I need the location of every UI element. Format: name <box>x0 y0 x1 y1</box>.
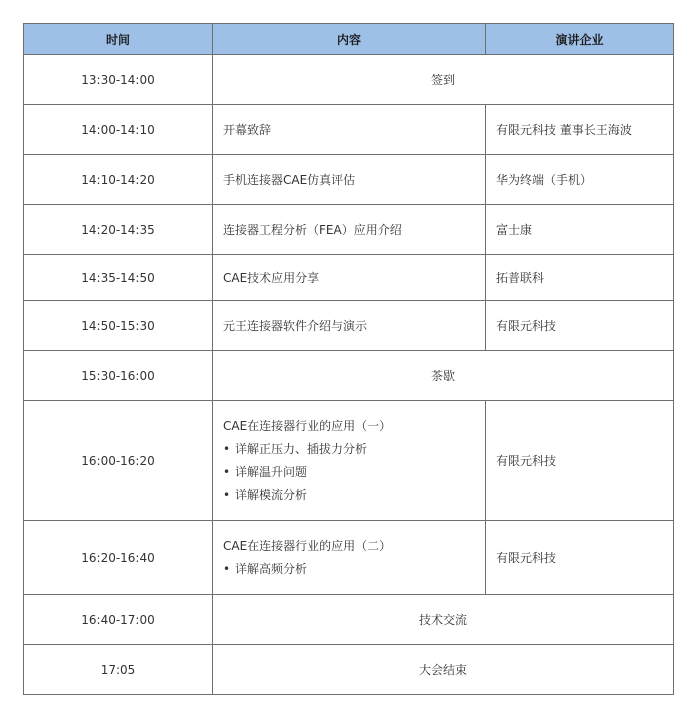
time-cell: 14:20-14:35 <box>24 205 213 255</box>
company-cell: 富士康 <box>486 205 674 255</box>
header-row <box>24 24 674 55</box>
table-row <box>24 521 674 595</box>
table-row <box>24 255 674 301</box>
list-item: • 详解高频分析 <box>223 560 475 578</box>
time-cell: 16:40-17:00 <box>24 595 213 645</box>
time-cell: 14:50-15:30 <box>24 301 213 351</box>
time-cell: 14:35-14:50 <box>24 255 213 301</box>
content-cell: CAE技术应用分享 <box>213 255 486 301</box>
time-cell: 16:00-16:20 <box>24 401 213 521</box>
table-row <box>24 155 674 205</box>
bullet-list <box>223 440 475 504</box>
company-cell: 有限元科技 <box>486 301 674 351</box>
list-item: • 详解正压力、插拔力分析 <box>223 440 475 458</box>
time-cell: 14:10-14:20 <box>24 155 213 205</box>
time-cell: 15:30-16:00 <box>24 351 213 401</box>
time-cell: 16:20-16:40 <box>24 521 213 595</box>
content-cell <box>213 401 486 521</box>
content-cell: 开幕致辞 <box>213 105 486 155</box>
content-cell: 连接器工程分析（FEA）应用介绍 <box>213 205 486 255</box>
content-cell: 签到 <box>213 55 674 105</box>
company-cell: 有限元科技 董事长王海波 <box>486 105 674 155</box>
table-row <box>24 205 674 255</box>
company-cell: 拓普联科 <box>486 255 674 301</box>
table-row <box>24 401 674 521</box>
list-item: • 详解温升问题 <box>223 463 475 481</box>
header-content: 内容 <box>213 24 486 55</box>
header-company: 演讲企业 <box>486 24 674 55</box>
content-cell: 茶歇 <box>213 351 674 401</box>
list-item: • 详解模流分析 <box>223 486 475 504</box>
company-cell: 有限元科技 <box>486 401 674 521</box>
table-row <box>24 301 674 351</box>
table-row <box>24 55 674 105</box>
company-cell: 有限元科技 <box>486 521 674 595</box>
content-cell: 手机连接器CAE仿真评估 <box>213 155 486 205</box>
header-time: 时间 <box>24 24 213 55</box>
time-cell: 13:30-14:00 <box>24 55 213 105</box>
session-title: CAE在连接器行业的应用（二） <box>223 539 392 553</box>
content-cell: 元王连接器软件介绍与演示 <box>213 301 486 351</box>
time-cell: 14:00-14:10 <box>24 105 213 155</box>
bullet-list <box>223 560 475 578</box>
table-row <box>24 351 674 401</box>
schedule-table <box>23 23 674 695</box>
time-cell: 17:05 <box>24 645 213 695</box>
session-title: CAE在连接器行业的应用（一） <box>223 419 392 433</box>
table-row <box>24 645 674 695</box>
content-cell: 大会结束 <box>213 645 674 695</box>
company-cell: 华为终端（手机） <box>486 155 674 205</box>
table-row <box>24 595 674 645</box>
table-row <box>24 105 674 155</box>
content-cell: 技术交流 <box>213 595 674 645</box>
content-cell <box>213 521 486 595</box>
